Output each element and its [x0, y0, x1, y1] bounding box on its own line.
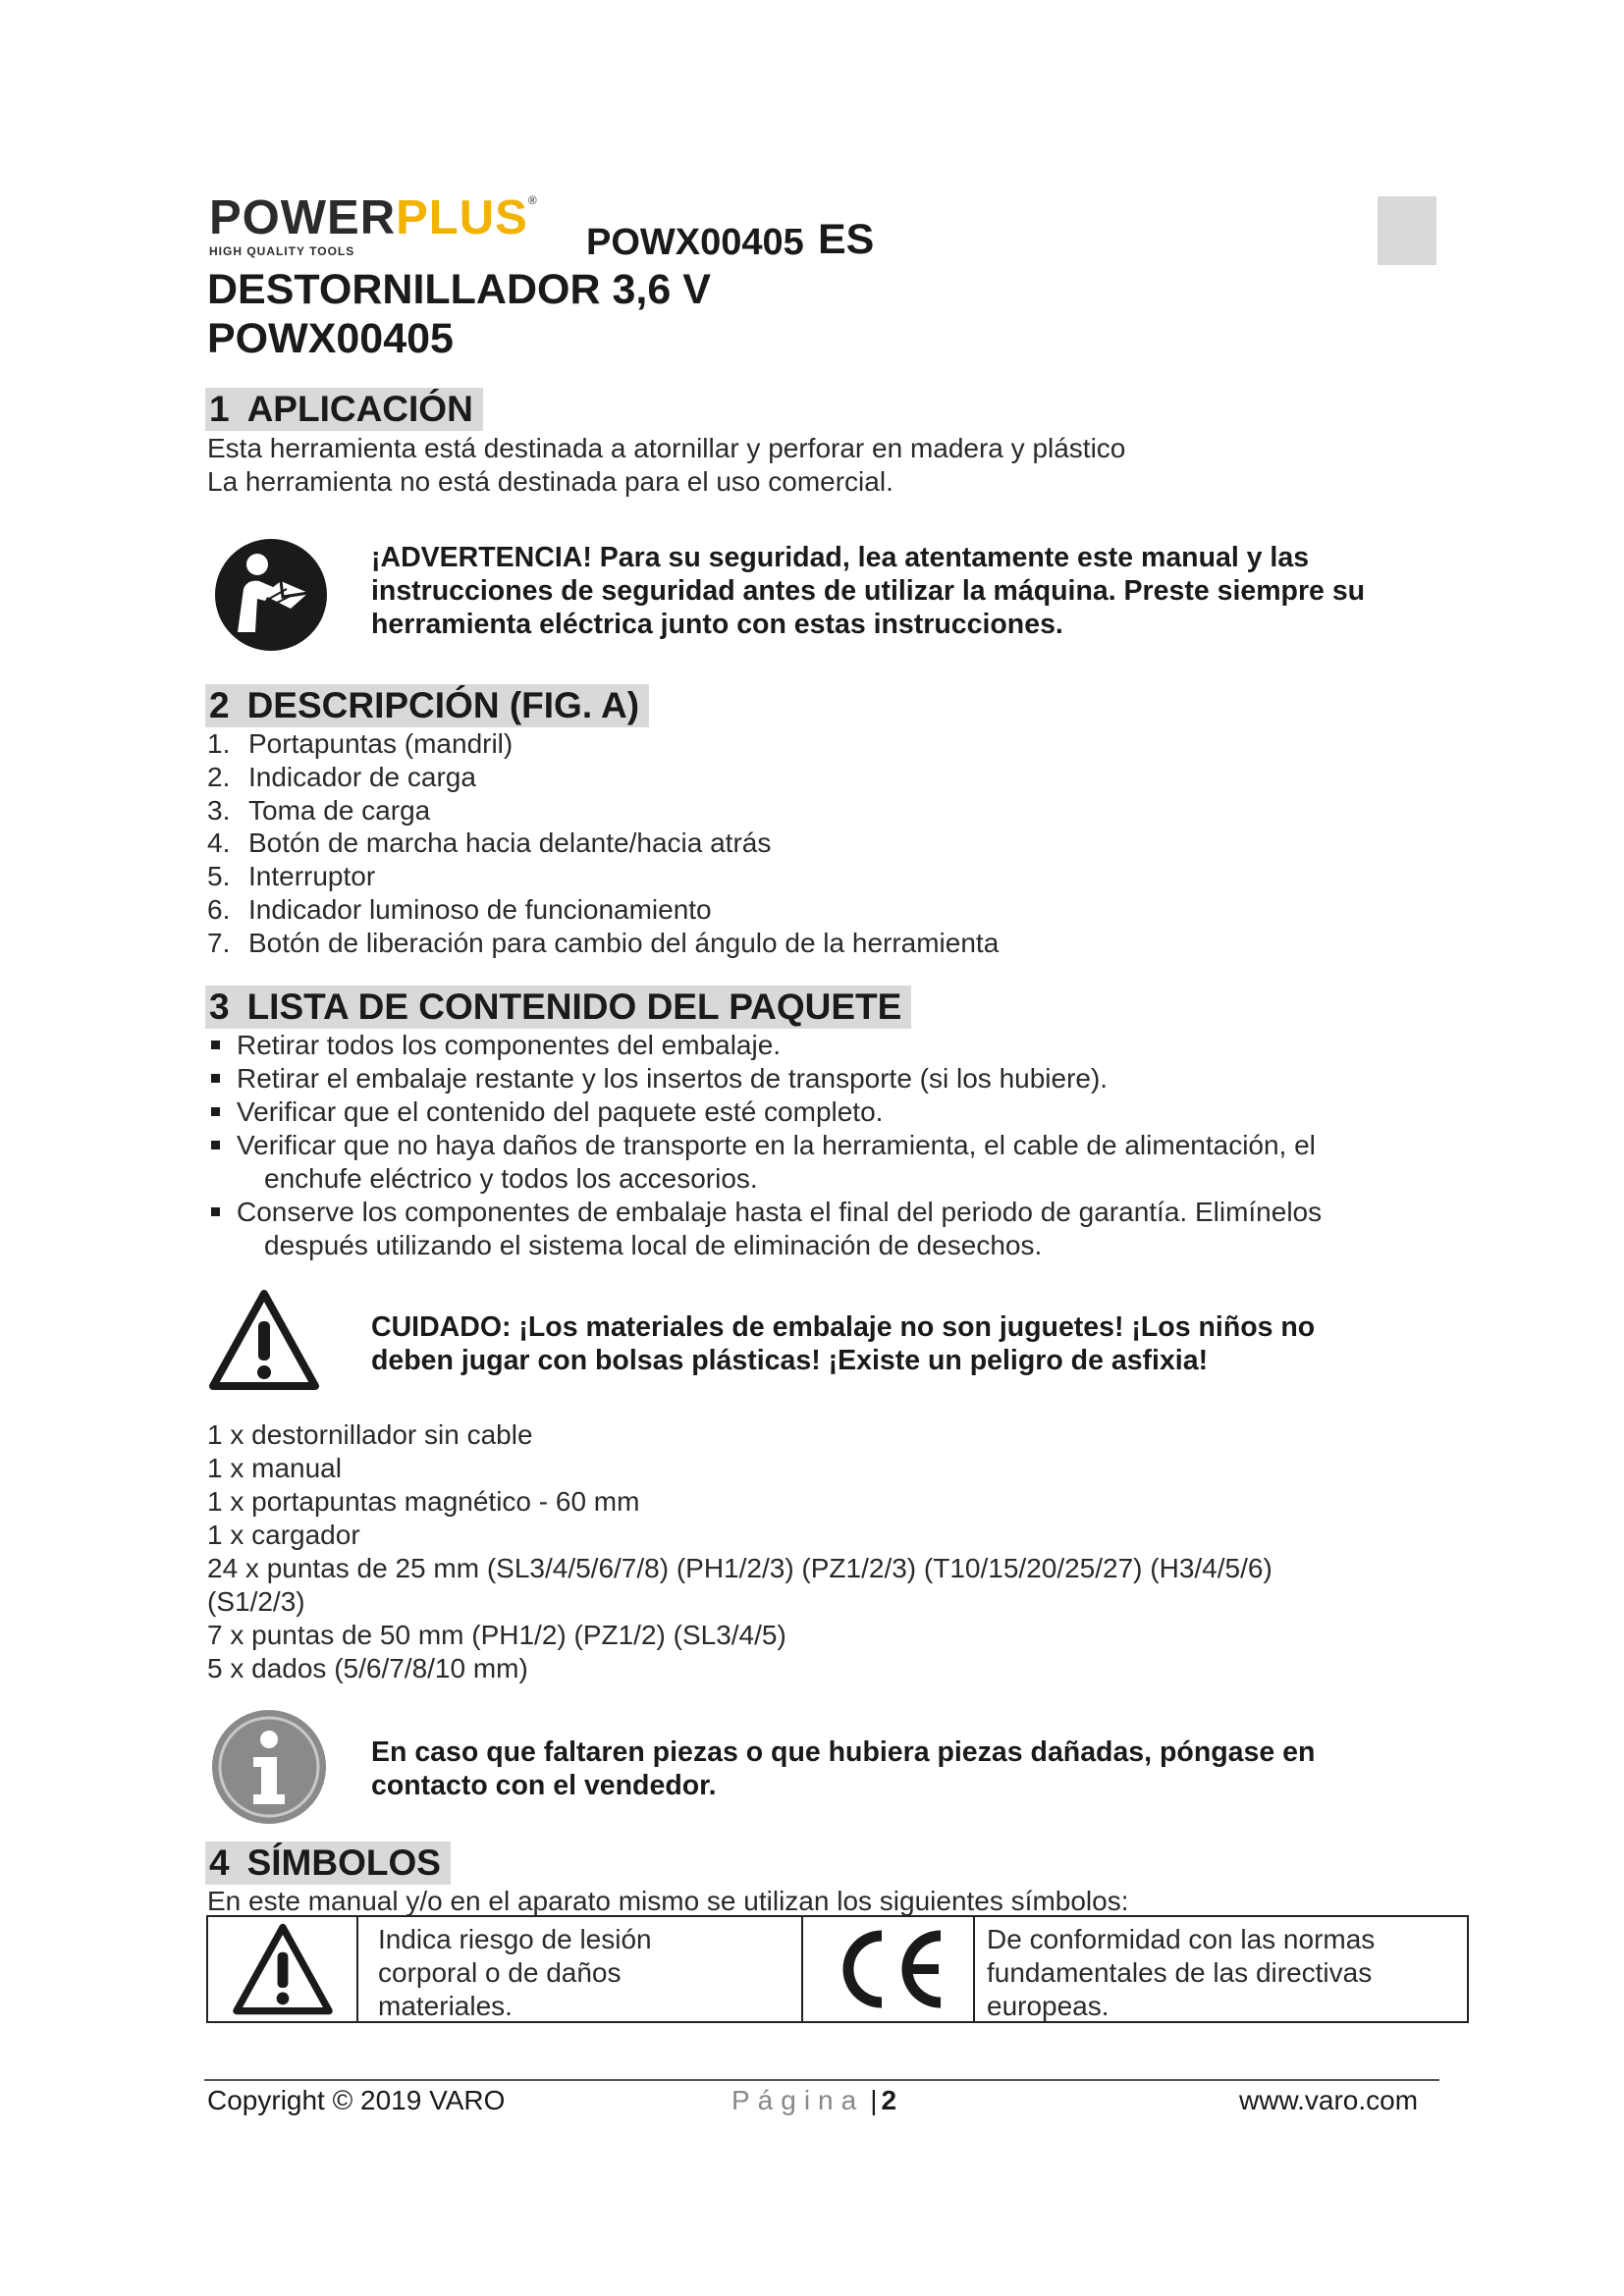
- application-line: Esta herramienta está destinada a atornillar y perforar en madera y plástico: [207, 433, 1126, 463]
- title-line-2: POWX00405: [207, 315, 454, 362]
- list-item: (S1/2/3): [207, 1586, 305, 1617]
- list-item: 6. Indicador luminoso de funcionamiento: [207, 893, 712, 925]
- list-item: 24 x puntas de 25 mm (SL3/4/5/6/7/8) (PH1/2/3) (PZ1/2/3) (T10/15/20/25/27) (H3/4/5/6): [207, 1553, 1272, 1583]
- info-line: En caso que faltaren piezas o que hubiera piezas dañadas, póngase en: [371, 1736, 1316, 1768]
- list-item: 3. Toma de carga: [207, 794, 431, 826]
- section-title: DESCRIPCIÓN (FIG. A): [246, 685, 640, 725]
- list-item: 1 x portapuntas magnético - 60 mm: [207, 1486, 640, 1517]
- warning-line: instrucciones de seguridad antes de utilizar la máquina. Preste siempre su: [371, 575, 1366, 607]
- list-item: Conserve los componentes de embalaje hasta el final del periodo de garantía. Elimínelos después utilizando el sistema local de eliminación de desechos.: [207, 1196, 1444, 1262]
- symbol-cell: [208, 1917, 358, 2021]
- read-manual-icon: [214, 538, 328, 652]
- section-title: SÍMBOLOS: [246, 1842, 441, 1883]
- application-line: La herramienta no está destinada para el uso comercial.: [207, 466, 893, 497]
- list-item: 1 x destornillador sin cable: [207, 1419, 533, 1450]
- section-number: 4: [209, 1842, 230, 1883]
- warning-triangle-icon: [207, 1288, 321, 1392]
- section-heading-application: [205, 388, 483, 431]
- list-item: 1 x manual: [207, 1453, 342, 1483]
- document-title: [207, 265, 711, 363]
- caution-line: CUIDADO: ¡Los materiales de embalaje no son juguetes! ¡Los niños no: [371, 1311, 1316, 1343]
- symbol-cell: [803, 1917, 975, 2021]
- list-item: Retirar el embalaje restante y los insertos de transporte (si los hubiere).: [207, 1062, 1444, 1095]
- warning-triangle-icon: [229, 1922, 337, 2016]
- powerplus-logo: [209, 191, 568, 261]
- list-item: 7 x puntas de 50 mm (PH1/2) (PZ1/2) (SL3/4/5): [207, 1620, 786, 1650]
- logo-primary: POWER: [209, 191, 397, 244]
- logo-accent: PLUS: [396, 191, 528, 244]
- warning-line: ¡ADVERTENCIA! Para su seguridad, lea atentamente este manual y las: [371, 542, 1310, 573]
- application-text: [207, 432, 1125, 499]
- list-item: 1. Portapuntas (mandril): [207, 728, 514, 759]
- list-item: 5. Interruptor: [207, 861, 376, 892]
- list-item: Verificar que no haya daños de transporte en la herramienta, el cable de alimentación, el enchufe eléctrico y todos los accesorios.: [207, 1129, 1444, 1196]
- page-separator: |: [870, 2085, 878, 2115]
- section-title: APLICACIÓN: [246, 389, 473, 429]
- section-number: 2: [209, 685, 230, 725]
- info-note: [371, 1735, 1441, 1802]
- list-item: Retirar todos los componentes del embalaje.: [207, 1029, 1444, 1062]
- symbols-table: [206, 1915, 1469, 2023]
- info-icon: [210, 1708, 328, 1826]
- footer-copyright: Copyright © 2019 VARO: [207, 2085, 506, 2115]
- list-item: 7. Botón de liberación para cambio del ángulo de la herramienta: [207, 927, 1000, 958]
- list-item: 2. Indicador de carga: [207, 761, 476, 792]
- warning-line: herramienta eléctrica junto con estas instrucciones.: [371, 609, 1063, 640]
- section-heading-description: [205, 684, 649, 727]
- safety-warning: [371, 541, 1441, 641]
- caution-line: deben jugar con bolsas plásticas! ¡Existe un peligro de asfixia!: [371, 1345, 1209, 1376]
- description-list: [207, 727, 999, 960]
- unpacking-instructions: [207, 1029, 1444, 1262]
- section-heading-package-contents: [205, 986, 911, 1029]
- corner-marker: [1378, 196, 1436, 265]
- page-number: 2: [881, 2085, 897, 2115]
- list-item: 4. Botón de marcha hacia delante/hacia atrás: [207, 828, 772, 859]
- section-number: 3: [209, 987, 230, 1027]
- symbols-intro: En este manual y/o en el aparato mismo se utilizan los siguientes símbolos:: [207, 1886, 1129, 1916]
- caution-note: [371, 1310, 1441, 1377]
- package-contents-list: [207, 1418, 1464, 1685]
- logo-registered-mark: ®: [527, 193, 538, 207]
- list-item: Verificar que el contenido del paquete esté completo.: [207, 1095, 1444, 1129]
- section-number: 1: [209, 389, 230, 429]
- footer-divider: [204, 2079, 1439, 2081]
- list-item: 1 x cargador: [207, 1520, 360, 1550]
- symbol-description: De conformidad con las normas fundamentales de las directivas europeas.: [987, 1924, 1376, 2021]
- footer-website: www.varo.com: [1239, 2085, 1419, 2115]
- ce-mark-icon: [825, 1922, 952, 2016]
- header-model-code: POWX00405: [586, 222, 804, 263]
- footer-page-indicator: [731, 2085, 896, 2116]
- section-title: LISTA DE CONTENIDO DEL PAQUETE: [246, 987, 902, 1027]
- language-code: ES: [818, 216, 875, 263]
- list-item: 5 x dados (5/6/7/8/10 mm): [207, 1653, 528, 1683]
- section-heading-symbols: [205, 1842, 451, 1885]
- page-label: Página: [731, 2085, 865, 2115]
- title-line-1: DESTORNILLADOR 3,6 V: [207, 266, 711, 313]
- symbol-description: Indica riesgo de lesión corporal o de daños materiales.: [358, 1917, 803, 2021]
- logo-tagline: HIGH QUALITY TOOLS: [209, 244, 355, 258]
- info-line: contacto con el vendedor.: [371, 1770, 717, 1801]
